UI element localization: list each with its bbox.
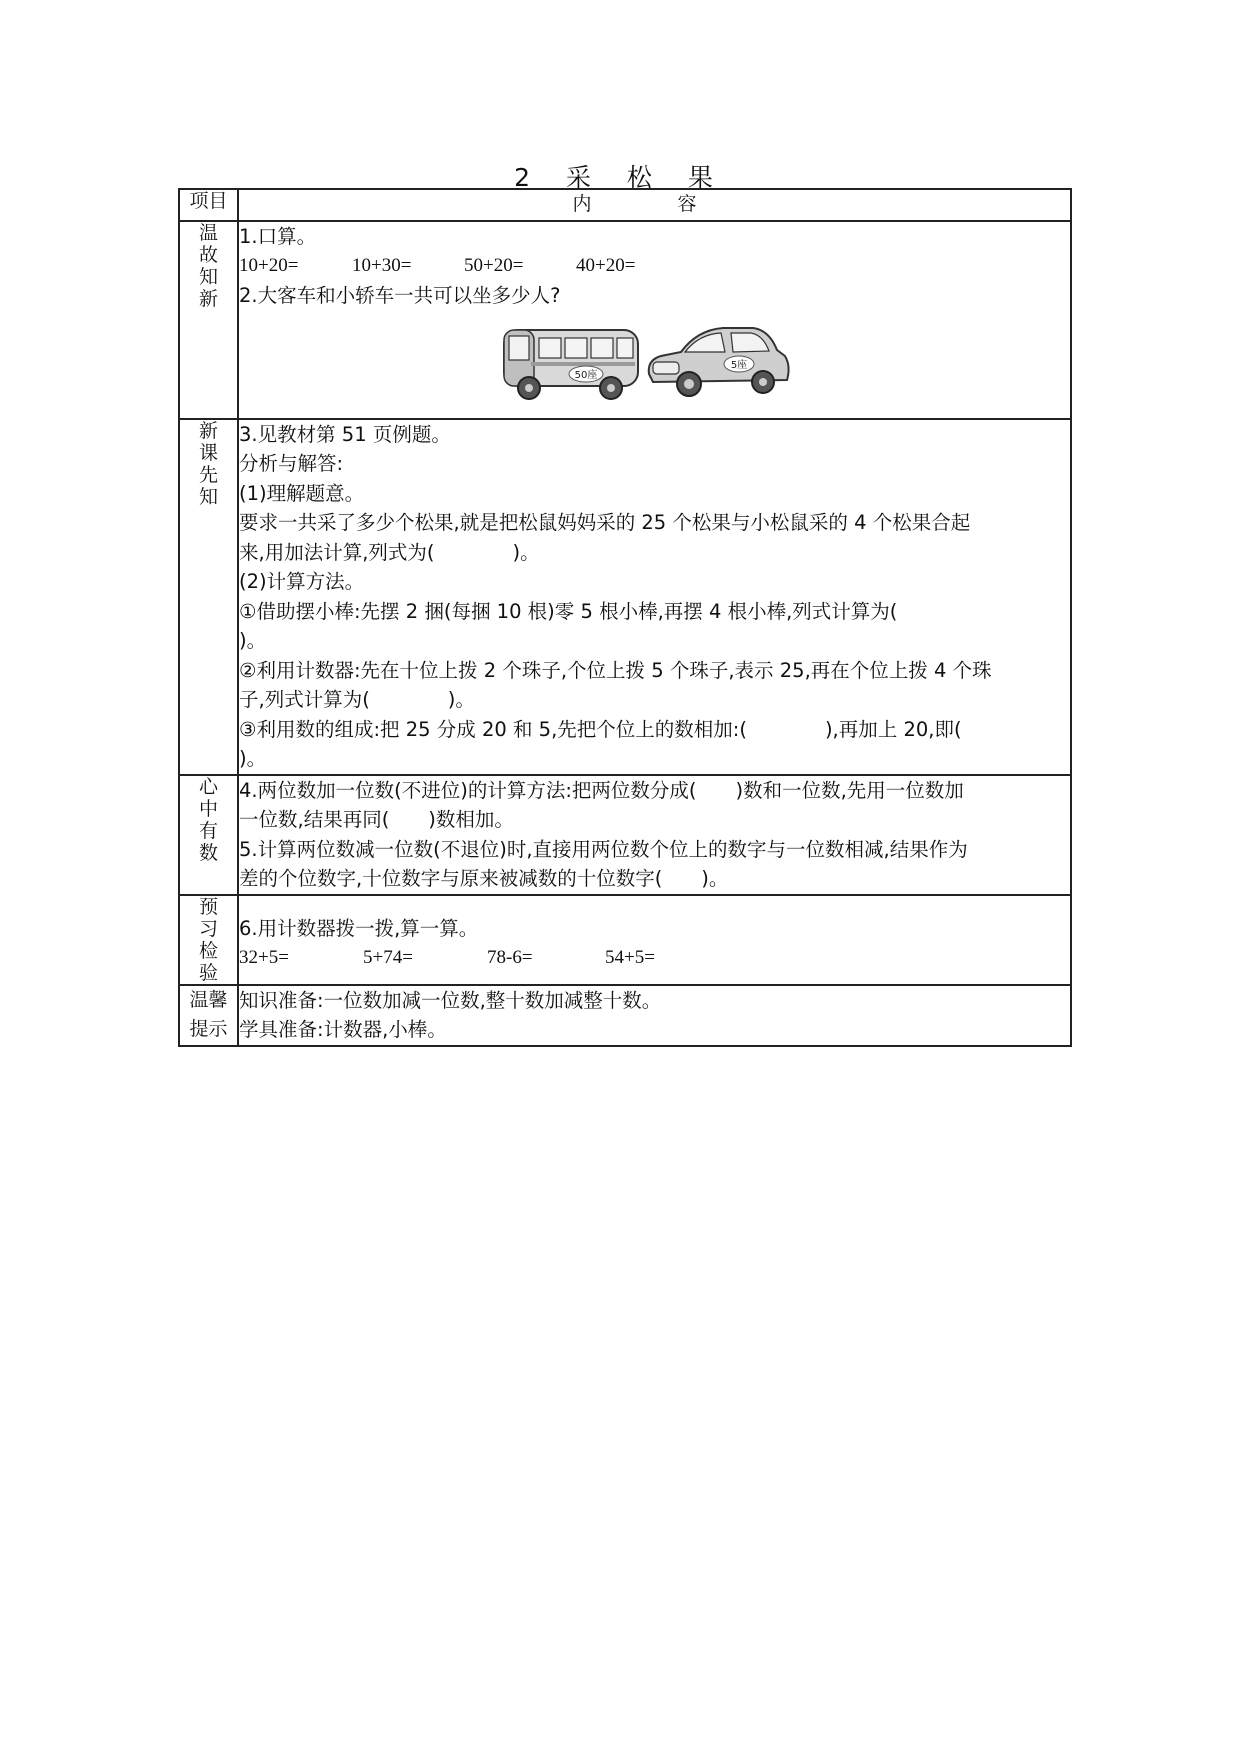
tips-label: 温馨提示 [189,988,228,1040]
car-icon [649,328,789,396]
q1-item: 10+20= [239,255,299,276]
review-content [238,221,1071,419]
lesson-line: ①借助摆小棒:先摆 2 捆(每捆 10 根)零 5 根小棒,再摆 4 根小棒,列式计算为( [239,599,898,623]
preview-check-content [238,895,1071,985]
new-lesson-row [179,419,1071,775]
key-points-row [179,775,1071,895]
q1-title: 1.口算。 [239,224,317,248]
header-item: 项目 [179,189,238,221]
q6-item: 5+74= [363,947,413,968]
header-row [179,189,1071,221]
q6-item: 78-6= [487,947,533,968]
bus-and-car-illustration [501,316,791,408]
lesson-line: 分析与解答: [239,452,344,475]
q1-item: 10+30= [352,255,412,276]
tip-line: 学具准备:计数器,小棒。 [239,1018,447,1041]
point-line: 4.两位数加一位数(不进位)的计算方法:把两位数分成( )数和一位数,先用一位数加 [239,778,964,802]
tips-label-cell [179,985,238,1046]
q6-item: 54+5= [605,947,655,968]
review-label-cell [179,221,238,419]
preview-check-row [179,895,1071,985]
lesson-line: 3.见教材第 51 页例题。 [239,422,451,446]
lesson-line: 来,用加法计算,列式为( )。 [239,540,540,564]
new-lesson-content [238,419,1071,775]
lesson-line: ②利用计数器:先在十位上拨 2 个珠子,个位上拨 5 个珠子,表示 25,再在个位上拨 4 个珠 [239,658,992,682]
point-line: 差的个位数字,十位数字与原来被减数的十位数字( )。 [239,867,729,890]
worksheet-table [178,188,1072,1047]
q6-title: 6.用计数器拨一拨,算一算。 [239,916,479,940]
key-points-content [238,775,1071,895]
new-lesson-label-cell [179,419,238,775]
bus-seat-label: 50座 [574,370,598,381]
bus-icon [504,330,638,399]
tip-line: 知识准备:一位数加减一位数,整十数加减整十数。 [239,988,662,1012]
preview-check-label-cell [179,895,238,985]
q6-item: 32+5= [239,947,289,968]
point-line: 5.计算两位数减一位数(不退位)时,直接用两位数个位上的数字与一位数相减,结果作为 [239,837,968,861]
q1-items [239,251,1070,281]
lesson-line: )。 [239,629,267,652]
tips-content [238,985,1071,1046]
tips-row [179,985,1071,1046]
lesson-line: 子,列式计算为( )。 [239,688,475,711]
page-title: 2 采 松 果 [514,163,727,192]
key-points-label-cell [179,775,238,895]
q1-item: 40+20= [576,255,636,276]
q2-title: 2.大客车和小轿车一共可以坐多少人? [239,283,561,307]
lesson-line: (1)理解题意。 [239,481,365,505]
q1-item: 50+20= [464,255,524,276]
lesson-line: (2)计算方法。 [239,570,365,593]
key-points-label: 心中有数 [198,775,218,864]
header-content: 内 容 [238,189,1071,221]
review-label: 温故知新 [198,221,218,310]
review-row [179,221,1071,419]
lesson-line: 要求一共采了多少个松果,就是把松鼠妈妈采的 25 个松果与小松鼠采的 4 个松果合起 [239,511,971,534]
point-line: 一位数,结果再同( )数相加。 [239,808,514,831]
car-seat-label: 5座 [730,360,748,371]
lesson-line: )。 [239,747,267,770]
lesson-line: ③利用数的组成:把 25 分成 20 和 5,先把个位上的数相加:( ),再加上 20,即( [239,717,962,741]
new-lesson-label: 新课先知 [198,419,218,508]
preview-check-label: 预习检验 [198,895,218,984]
q6-items [239,943,1070,973]
